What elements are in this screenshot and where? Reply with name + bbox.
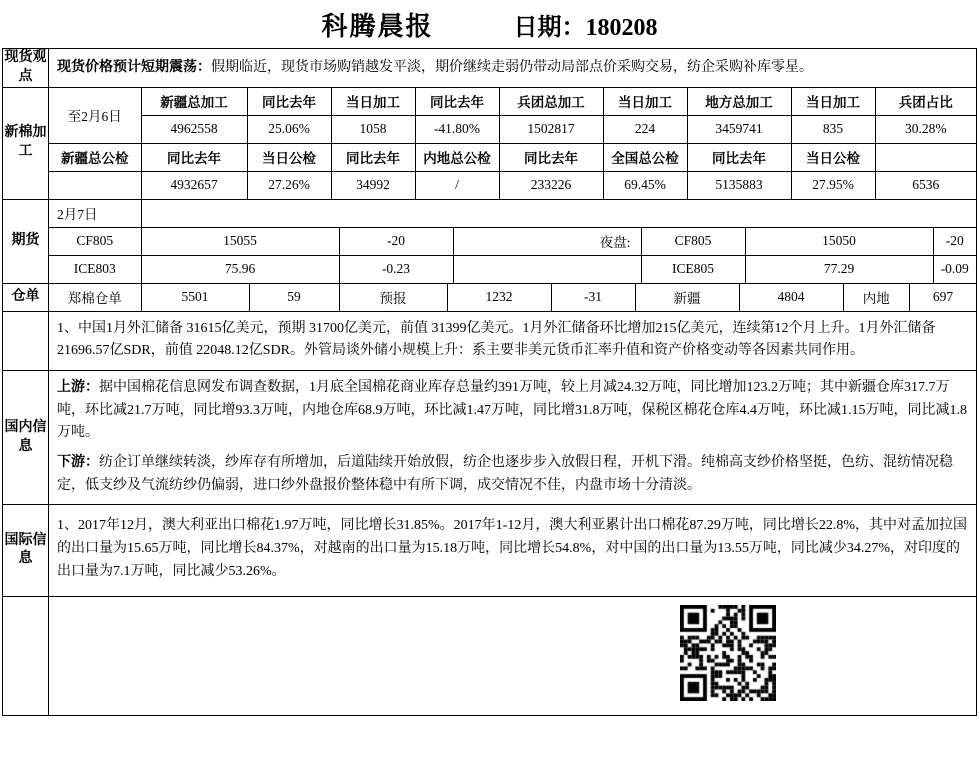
warehouse-name1: 郑棉仓单 (49, 284, 141, 311)
p1-v8: 30.28% (875, 115, 976, 143)
p2-v7: 27.95% (791, 171, 875, 199)
p2-v4: 233226 (499, 171, 603, 199)
page-title: 科腾晨报 (321, 11, 434, 41)
futures-night-label: 夜盘: (453, 227, 641, 255)
row-label-processing (3, 87, 49, 199)
p1-v6: 3459741 (687, 115, 791, 143)
p2-h2: 当日公检 (247, 143, 331, 171)
futures-table (49, 200, 976, 283)
qr-cell (49, 596, 977, 715)
date-value: 180208 (585, 14, 658, 41)
p2-v0: 4932657 (141, 171, 247, 199)
p1-h2: 当日加工 (331, 88, 415, 116)
ice-contract: ICE803 (49, 255, 141, 283)
futures-row-cf (49, 227, 976, 255)
table-row-international (3, 505, 977, 596)
ice-change: -0.23 (339, 255, 453, 283)
futures-price: 15055 (141, 227, 339, 255)
p2-h7: 同比去年 (687, 143, 791, 171)
p2-h6: 全国总公检 (603, 143, 687, 171)
p2-h1: 同比去年 (141, 143, 247, 171)
table-row-processing (3, 87, 977, 199)
p2-v5: 69.45% (603, 171, 687, 199)
p1-v7: 835 (791, 115, 875, 143)
futures-night-contract: CF805 (641, 227, 745, 255)
p2-h9 (875, 143, 976, 171)
p1-h6: 地方总加工 (687, 88, 791, 116)
warehouse-value3: 1232 (447, 284, 551, 311)
p1-v5: 224 (603, 115, 687, 143)
qr-area (49, 597, 976, 715)
row-label-warehouse: 仓单 (3, 283, 49, 311)
processing-cell (49, 87, 977, 199)
futures-date: 2月7日 (49, 200, 141, 228)
international-text: 1、2017年12月，澳大利亚出口棉花1.97万吨，同比增长31.85%。2017年1-12月，澳大利亚累计出口棉花87.29万吨，同比增长22.8%，其中对孟加拉国的出口量为15.65万吨，同比增长84.37%，对越南的出口量为15.18万吨，同比增长54.8%，对中国的出口量为13.55万吨，同比减少34.27%，对印度的出口量为7.1万吨，同比减少53.26%。 (57, 518, 967, 579)
p2-h8: 当日公检 (791, 143, 875, 171)
warehouse-value6: 697 (910, 284, 977, 311)
p2-spacer (49, 171, 141, 199)
row-label-qr (3, 596, 49, 715)
p1-h1: 同比去年 (247, 88, 331, 116)
futures-change: -20 (339, 227, 453, 255)
viewpoint-lead: 现货价格预计短期震荡： (57, 60, 211, 76)
p1-h3: 同比去年 (415, 88, 499, 116)
viewpoint-cell (49, 49, 977, 88)
processing-header-row-2 (49, 143, 976, 171)
upstream-lead: 上游： (57, 380, 99, 396)
ice-change2: -0.09 (933, 255, 976, 283)
warehouse-table (49, 284, 976, 311)
p2-v2: 34992 (331, 171, 415, 199)
ice-price: 75.96 (141, 255, 339, 283)
table-row-qr (3, 596, 977, 715)
row-label-macro (3, 311, 49, 370)
table-row-viewpoint (3, 49, 977, 88)
table-row-warehouse (3, 283, 977, 311)
row-label-domestic: 国内信息 (3, 371, 49, 505)
processing-date-cell: 至2月6日 (49, 88, 141, 144)
p1-v4: 1502817 (499, 115, 603, 143)
p2-h3: 同比去年 (331, 143, 415, 171)
futures-date-blank (141, 200, 976, 228)
macro-cell (49, 311, 977, 370)
p1-v2: 1058 (331, 115, 415, 143)
warehouse-row (49, 284, 976, 311)
domestic-cell (49, 371, 977, 505)
futures-date-row (49, 200, 976, 228)
row-label-international: 国际信息 (3, 505, 49, 596)
report-table (2, 48, 977, 716)
p1-h4: 兵团总加工 (499, 88, 603, 116)
p1-h8: 兵团占比 (875, 88, 976, 116)
viewpoint-body: 假期临近，现货市场购销越发平淡，期价继续走弱仍带动局部点价采购交易，纺企采购补库零星。 (211, 60, 813, 76)
warehouse-name2: 预报 (339, 284, 447, 311)
p1-v3: -41.80% (415, 115, 499, 143)
row-label-futures: 期货 (3, 199, 49, 283)
warehouse-value5: 4804 (739, 284, 843, 311)
warehouse-value4: -31 (551, 284, 635, 311)
qr-code[interactable] (680, 605, 776, 701)
p2-h0: 新疆总公检 (49, 143, 141, 171)
futures-cell (49, 199, 977, 283)
processing-header-row-1 (49, 88, 976, 116)
report-date (514, 7, 658, 42)
ice-blank (453, 255, 641, 283)
warehouse-value2: 59 (249, 284, 339, 311)
p1-h7: 当日加工 (791, 88, 875, 116)
p2-v3: / (415, 171, 499, 199)
p1-v1: 25.06% (247, 115, 331, 143)
p2-v6: 5135883 (687, 171, 791, 199)
warehouse-name4: 内地 (843, 284, 910, 311)
row-label-viewpoint: 现货观点 (3, 49, 49, 88)
ice-contract2: ICE805 (641, 255, 745, 283)
warehouse-value1: 5501 (141, 284, 249, 311)
row-label-processing-text: 新棉加工 (4, 125, 47, 160)
warehouse-cell (49, 283, 977, 311)
table-row-macro (3, 311, 977, 370)
macro-text: 1、中国1月外汇储备 31615亿美元，预期 31700亿美元，前值 31399亿美元。1月外汇储备环比增加215亿美元，连续第12个月上升。1月外汇储备 21696.57亿SDR，前值 22048.12亿SDR。外管局谈外储小规模上升：系主要非美元货币汇率升值和资产价格变动等各因素共同作用。 (57, 320, 936, 359)
ice-price2: 77.29 (745, 255, 933, 283)
futures-night-change: -20 (933, 227, 976, 255)
domestic-upstream (49, 371, 976, 452)
viewpoint-text (49, 49, 976, 86)
processing-value-row-2 (49, 171, 976, 199)
p2-h5: 同比去年 (499, 143, 603, 171)
p1-v0: 4962558 (141, 115, 247, 143)
processing-table (49, 88, 976, 199)
upstream-text: 据中国棉花信息网发布调查数据，1月底全国棉花商业库存总量约391万吨，较上月减24.32万吨，同比增加123.2万吨；其中新疆仓库317.7万吨，环比减21.7万吨，同比增93.3万吨，内地仓库68.9万吨，环比减1.47万吨，同比增31.8万吨，保税区棉花仓库4.4万吨，环比减1.15万吨，同比减1.8万吨。 (57, 380, 967, 441)
table-row-domestic (3, 371, 977, 505)
international-cell (49, 505, 977, 596)
futures-row-ice (49, 255, 976, 283)
p1-h5: 当日加工 (603, 88, 687, 116)
p2-v8: 6536 (875, 171, 976, 199)
table-row-futures (3, 199, 977, 283)
warehouse-name3: 新疆 (635, 284, 739, 311)
futures-night-price: 15050 (745, 227, 933, 255)
downstream-lead: 下游： (57, 455, 99, 471)
p2-v1: 27.26% (247, 171, 331, 199)
p1-h0: 新疆总加工 (141, 88, 247, 116)
page-header (0, 0, 979, 48)
p2-h4: 内地总公检 (415, 143, 499, 171)
date-label: 日期： (513, 14, 586, 41)
futures-contract: CF805 (49, 227, 141, 255)
downstream-text: 纺企订单继续转淡，纱库存有所增加，后道陆续开始放假，纺企也逐步步入放假日程，开机下滑。纯棉高支纱价格坚挺，色纺、混纺情况稳定，低支纱及气流纺纱仍偏弱，进口纱外盘报价整体稳中有所下调，成交情况不佳，内盘市场十分清淡。 (57, 455, 953, 493)
processing-value-row-1 (49, 115, 976, 143)
domestic-downstream (49, 452, 976, 504)
